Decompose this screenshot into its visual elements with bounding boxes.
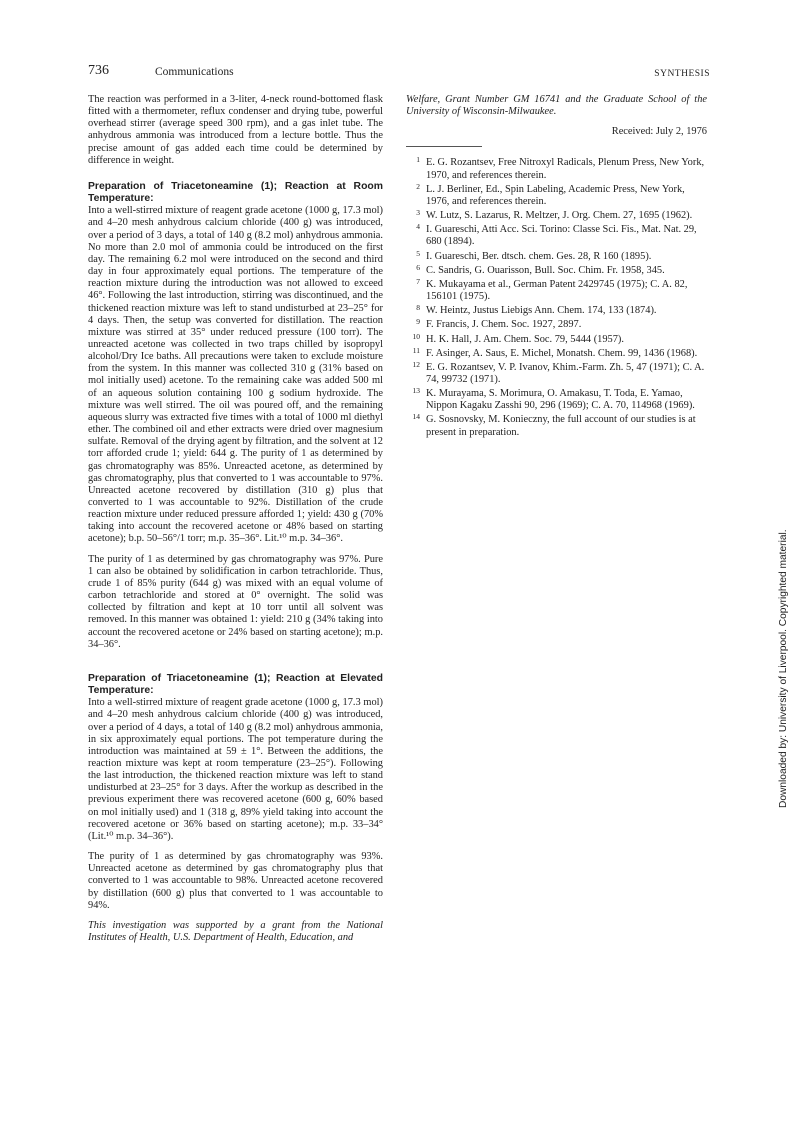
- reference-number: 3: [416, 208, 420, 218]
- section-heading: Preparation of Triacetoneamine (1); Reaction at Elevated Temperature:: [88, 672, 383, 697]
- section-elevated-temperature: [88, 673, 383, 912]
- reference-text: W. Heintz, Justus Liebigs Ann. Chem. 174, 133 (1874).: [426, 305, 657, 317]
- reference-number: 14: [412, 412, 420, 422]
- reference-text: E. G. Rozantsev, Free Nitroxyl Radicals, Plenum Press, New York, 1970, and references therein.: [426, 157, 705, 181]
- reference-number: 1: [416, 155, 420, 165]
- paragraph: The purity of 1 as determined by gas chromatography was 93%. Unreacted acetone as determined by gas chromatography plus that converted to 1 was accountable to 98%. Unreacted acetone recovered by distillation (600 g) plus that converted to 1 was accountable to 94%.: [88, 851, 383, 911]
- reference-number: 11: [412, 345, 420, 355]
- acknowledgment-continued: Welfare, Grant Number GM 16741 and the Graduate School of the University of Wisconsin-Milwaukee.: [406, 94, 707, 118]
- reference-text: I. Guareschi, Ber. dtsch. chem. Ges. 28, R 160 (1895).: [426, 250, 652, 262]
- reference-item: [406, 157, 707, 181]
- reference-item: [406, 414, 707, 438]
- references-divider: [406, 146, 482, 147]
- reference-item: [406, 345, 707, 360]
- paragraph: Into a well-stirred mixture of reagent grade acetone (1000 g, 17.3 mol) and 4–20 mesh anhydrous calcium chloride (400 g) was introduced, over a period of 4 days, a total of 140 g (8.2 mol) anhydrous ammonia, in six approximately equal portions. The pot temperature during the introduction was maintained at 59 ± 1°. Between the additions, the reaction mixture was kept at room temperature (23–25°). Following the last introduction, the thickened reaction mixture was left to stand undisturbed at 23–25° for 3 days. After the workup as described in the previous experiment there was recovered acetone (600 g, 60% based on mol initially used) and 1 (318 g, 89% yield taking into account the recovered acetone or 36% based on starting acetone); m.p. 33–34° (Lit.¹⁰ m.p. 34–36°).: [88, 697, 383, 842]
- reference-text: E. G. Rozantsev, V. P. Ivanov, Khim.-Farm. Zh. 5, 47 (1971); C. A. 74, 99732 (1971).: [426, 361, 705, 385]
- left-column: [88, 94, 383, 952]
- page-number: 736: [88, 63, 109, 78]
- reference-item: [406, 224, 707, 248]
- reference-number: 8: [416, 303, 420, 313]
- reference-number: 9: [416, 317, 420, 327]
- received-date: Received: July 2, 1976: [611, 126, 707, 138]
- reference-number: 4: [416, 222, 420, 232]
- section-heading: Preparation of Triacetoneamine (1); Reaction at Room Temperature:: [88, 180, 383, 205]
- reference-item: [406, 276, 707, 303]
- reference-item: [406, 331, 707, 346]
- reference-item: [406, 248, 707, 263]
- reference-number: 7: [416, 276, 420, 286]
- reference-number: 10: [412, 331, 420, 341]
- reference-text: F. Asinger, A. Saus, E. Michel, Monatsh. Chem. 99, 1436 (1968).: [426, 347, 698, 359]
- reference-item: [406, 262, 707, 277]
- reference-item: [406, 388, 707, 412]
- paragraph: Into a well-stirred mixture of reagent grade acetone (1000 g, 17.3 mol) and 4–20 mesh anhydrous calcium chloride (400 g) was introduced, over a period of 3 days, a total of 140 g (8.2 mol) anhydrous ammonia. No more than 2.0 mol of ammonia could be introduced on the first day. The remaining 6.2 mol were introduced on the second and third day in four approximately equal portions. The temperature of the reaction mixture during the introduction was not allowed to exceed 46°. Following the last introduction, stirring was discontinued, and the thickened reaction mixture was left to stand undisturbed at 23–25° for 4 days. Then, the setup was converted for distillation. The reaction mixture was stirred at 35° under reduced pressure (100 torr). The unreacted acetone was collected in two traps chilled by isopropyl alcohol/Dry Ice baths. All precautions were taken to exclude moisture from the system. In this manner was collected 310 g (31% based on mol initially used) acetone. To the remaining cake was added 500 ml of an aqueous solution containing 100 g sodium hydroxide. The mixture was well stirred. The oil was poured off, and the remaining aqueous slurry was extracted five times with a total of 1000 ml diethyl ether. The combined oil and ether extracts were dried over magnesium sulfate. Removal of the drying agent by filtration, and the solvent at 12 torr afforded crude 1; yield: 644 g. The purity of 1 as determined by gas chromatography was 85%. Unreacted acetone, as determined by gas chromatography, plus that converted to 1 was accountable to 97%. Unreacted acetone recovered by distillation (310 g) plus that converted to 1 was accountable to 92%. Distillation of the crude reaction mixture under reduced pressure afforded 1; yield: 430 g (70% taking into account the recovered acetone or 48% based on starting acetone); b.p. 50–56°/1 torr; m.p. 35–36°. Lit.¹⁰ m.p. 34–36°.: [88, 205, 383, 545]
- paragraph: The purity of 1 as determined by gas chromatography was 97%. Pure 1 can also be obtained by solidification in carbon tetrachloride. Thus, crude 1 of 85% purity (644 g) was mixed with an equal volume of carbon tetrachloride and stored at 0° overnight. The solid was collected by filtration and kept at 10 torr until all solvent was removed. In this manner was obtained 1: yield: 210 g (34% taking into account the recovered acetone or 24% based on starting acetone); m.p. 34–36°.: [88, 553, 383, 650]
- reference-text: K. Murayama, S. Morimura, O. Amakasu, T. Toda, E. Yamao, Nippon Kagaku Zasshi 90, 296 (1969); C. A. 70, 114968 (1969).: [426, 388, 695, 412]
- section-room-temperature: [88, 181, 383, 651]
- intro-paragraph: The reaction was performed in a 3-liter, 4-neck round-bottomed flask fitted with a thermometer, reflux condenser and drying tube, powerful overhead stirrer (average speed 300 rpm), and a gas inlet tube. The anhydrous ammonia was introduced from a lecture bottle. Thus the precise amount of gas added each time could be determined by difference in weight.: [88, 94, 383, 166]
- reference-number: 5: [416, 248, 420, 258]
- reference-number: 2: [416, 181, 420, 191]
- reference-number: 6: [416, 262, 420, 272]
- reference-text: C. Sandris, G. Ouarisson, Bull. Soc. Chim. Fr. 1958, 345.: [426, 264, 665, 276]
- section-title: Communications: [155, 66, 234, 78]
- reference-text: I. Guareschi, Atti Acc. Sci. Torino: Classe Sci. Fis., Mat. Nat. 29, 680 (1894).: [426, 224, 697, 248]
- acknowledgment: This investigation was supported by a grant from the National Institutes of Health, U.S. Department of Health, Education, and: [88, 919, 383, 943]
- reference-text: G. Sosnovsky, M. Konieczny, the full account of our studies is at present in preparation.: [426, 414, 696, 438]
- download-watermark: Downloaded by: University of Liverpool. Copyrighted material.: [778, 529, 789, 808]
- reference-item: [406, 305, 707, 317]
- journal-name: SYNTHESIS: [654, 69, 710, 79]
- reference-text: K. Mukayama et al., German Patent 2429745 (1975); C. A. 82, 156101 (1975).: [426, 278, 688, 303]
- reference-text: F. Francis, J. Chem. Soc. 1927, 2897.: [426, 319, 582, 331]
- reference-text: W. Lutz, S. Lazarus, R. Meltzer, J. Org. Chem. 27, 1695 (1962).: [426, 210, 693, 222]
- right-column: [406, 94, 707, 441]
- references-list: [406, 157, 707, 438]
- reference-text: L. J. Berliner, Ed., Spin Labeling, Academic Press, New York, 1976, and references therein.: [426, 183, 685, 207]
- reference-item: [406, 319, 707, 331]
- reference-number: 12: [412, 359, 420, 369]
- reference-number: 13: [412, 386, 420, 396]
- reference-item: [406, 210, 707, 222]
- reference-item: [406, 181, 707, 208]
- reference-item: [406, 359, 707, 386]
- reference-text: H. K. Hall, J. Am. Chem. Soc. 79, 5444 (1957).: [426, 333, 624, 345]
